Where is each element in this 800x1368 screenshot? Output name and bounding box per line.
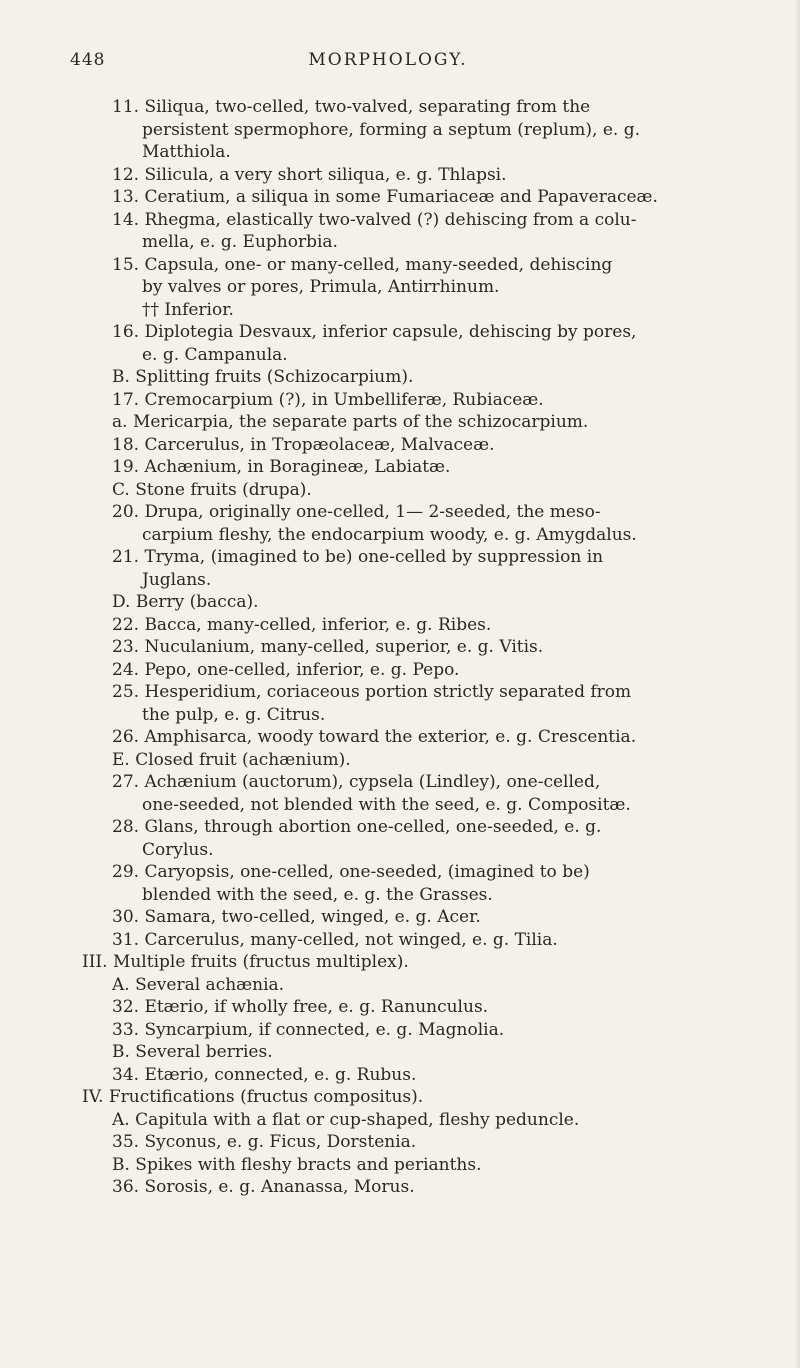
text-line: 26. Amphisarca, woody toward the exterior, e. g. Crescentia. bbox=[112, 727, 637, 747]
text-line: 17. Cremocarpium (?), in Umbelliferæ, Rubiaceæ. bbox=[112, 389, 544, 410]
text-line: carpium fleshy, the endocarpium woody, e. g. Amygdalus. bbox=[142, 524, 637, 545]
text-line: 19. Achænium, in Boragineæ, Labiatæ. bbox=[112, 457, 451, 477]
text-line: 22. Bacca, many-celled, inferior, e. g. Ribes. bbox=[112, 614, 492, 635]
text-line: IV. Fructifications (fructus compositus). bbox=[82, 1087, 424, 1107]
text-line: A. Capitula with a flat or cup-shaped, fleshy peduncle. bbox=[112, 1109, 580, 1130]
text-line: III. Multiple fruits (fructus multiplex). bbox=[82, 952, 409, 972]
text-line: 36. Sorosis, e. g. Ananassa, Morus. bbox=[112, 1177, 415, 1197]
text-line: †† Inferior. bbox=[142, 299, 234, 320]
text-line: one-seeded, not blended with the seed, e. g. Compositæ. bbox=[142, 794, 631, 815]
text-line: 11. Siliqua, two-celled, two-valved, separating from the bbox=[112, 97, 591, 117]
text-line: a. Mericarpia, the separate parts of the schizocarpium. bbox=[112, 412, 589, 432]
text-line: mella, e. g. Euphorbia. bbox=[142, 232, 338, 252]
text-line: blended with the seed, e. g. the Grasses. bbox=[142, 884, 493, 905]
text-line: E. Closed fruit (achænium). bbox=[112, 749, 351, 770]
running-title: MORPHOLOGY. bbox=[308, 50, 468, 70]
text-line: 35. Syconus, e. g. Ficus, Dorstenia. bbox=[112, 1132, 417, 1152]
text-line: 27. Achænium (auctorum), cypsela (Lindley), one-celled, bbox=[112, 772, 601, 792]
text-line: e. g. Campanula. bbox=[142, 344, 288, 365]
text-line: 13. Ceratium, a siliqua in some Fumariaceæ and Papaveraceæ. bbox=[112, 187, 658, 207]
text-line: persistent spermophore, forming a septum (replum), e. g. bbox=[142, 119, 640, 140]
page-number: 448 bbox=[70, 50, 106, 70]
text-line: Juglans. bbox=[142, 569, 212, 590]
text-line: 24. Pepo, one-celled, inferior, e. g. Pepo. bbox=[112, 659, 460, 680]
text-line: 23. Nuculanium, many-celled, superior, e. g. Vitis. bbox=[112, 637, 544, 657]
text-line: B. Several berries. bbox=[112, 1042, 273, 1062]
text-line: 31. Carcerulus, many-celled, not winged, e. g. Tilia. bbox=[112, 929, 558, 950]
text-line: 12. Silicula, a very short siliqua, e. g. Thlapsi. bbox=[112, 164, 507, 185]
text-line: 29. Caryopsis, one-celled, one-seeded, (imagined to be) bbox=[112, 862, 590, 882]
text-line: 28. Glans, through abortion one-celled, one-seeded, e. g. bbox=[112, 817, 602, 837]
text-line: 18. Carcerulus, in Tropæolaceæ, Malvaceæ. bbox=[112, 434, 495, 455]
text-line: 16. Diplotegia Desvaux, inferior capsule, dehiscing by pores, bbox=[112, 322, 637, 342]
text-line: 32. Etærio, if wholly free, e. g. Ranunculus. bbox=[112, 997, 489, 1017]
text-line: 34. Etærio, connected, e. g. Rubus. bbox=[112, 1064, 417, 1085]
page-body bbox=[82, 96, 708, 1199]
text-line: the pulp, e. g. Citrus. bbox=[142, 704, 326, 725]
text-line: 33. Syncarpium, if connected, e. g. Magnolia. bbox=[112, 1019, 505, 1040]
text-line: 14. Rhegma, elastically two-valved (?) dehiscing from a colu- bbox=[112, 209, 637, 230]
text-line: 20. Drupa, originally one-celled, 1— 2-seeded, the meso- bbox=[112, 502, 601, 522]
text-line: B. Splitting fruits (Schizocarpium). bbox=[112, 367, 414, 387]
text-line: Corylus. bbox=[142, 839, 214, 860]
text-line: Matthiola. bbox=[142, 142, 231, 162]
text-line: 25. Hesperidium, coriaceous portion strictly separated from bbox=[112, 682, 632, 702]
text-line: D. Berry (bacca). bbox=[112, 592, 259, 612]
text-line: A. Several achænia. bbox=[112, 974, 285, 995]
text-line: by valves or pores, Primula, Antirrhinum. bbox=[142, 277, 500, 297]
text-line: C. Stone fruits (drupa). bbox=[112, 479, 312, 500]
text-line: B. Spikes with fleshy bracts and perianths. bbox=[112, 1154, 482, 1175]
text-line: 21. Tryma, (imagined to be) one-celled by suppression in bbox=[112, 547, 604, 567]
text-line: 15. Capsula, one- or many-celled, many-seeded, dehiscing bbox=[112, 254, 613, 275]
text-line: 30. Samara, two-celled, winged, e. g. Acer. bbox=[112, 907, 481, 927]
page-edge-shadow bbox=[794, 0, 800, 1368]
page-header bbox=[70, 50, 706, 74]
